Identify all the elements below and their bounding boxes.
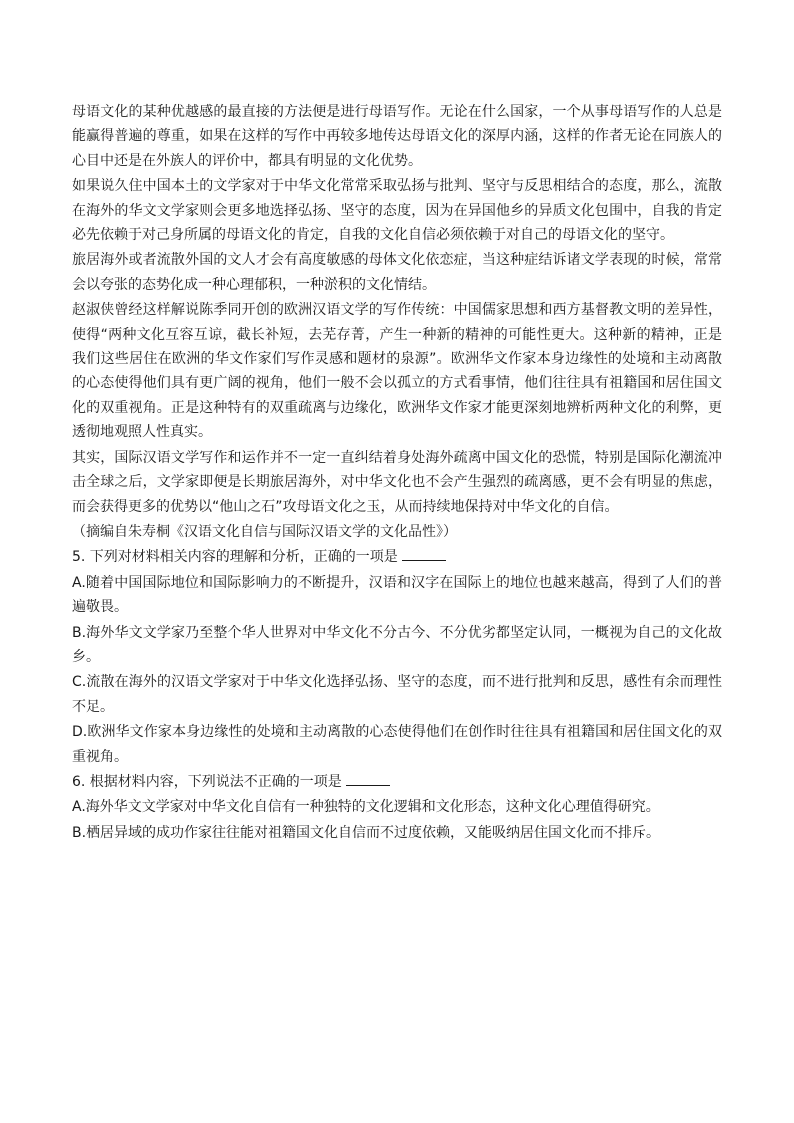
question-6-option-a: A.海外华文文学家对中华文化自信有一种独特的文化逻辑和文化形态，这种文化心理值得研究。 — [72, 799, 660, 816]
answer-blank — [346, 771, 390, 786]
article-paragraph-3: 旅居海外或者流散外国的文人才会有高度敏感的母体文化依恋症，当这种症结诉诸文学表现的时候，常常会以夸张的态势化成一种心理郁积，一种淤积的文化情结。 — [72, 252, 722, 293]
article-paragraph-4: 赵淑侠曾经这样解说陈季同开创的欧洲汉语文学的写作传统：中国儒家思想和西方基督教文明的差异性，使得“两种文化互容互谅，截长补短，去芜存菁，产生一种新的精神的可能性更大。这种新的精神，正是我们这些居住在欧洲的华文作家们写作灵感和题材的泉源”。欧洲华文作家本身边缘性的处境和主动离散的心态使得他们具有更广阔的视角，他们一般不会以孤立的方式看事情，他们往往具有祖籍国和居住国文化的双重视角。正是这种特有的双重疏离与边缘化，欧洲华文作家才能更深刻地辨析两种文化的利弊，更透彻地观照人性真实。 — [72, 302, 722, 441]
article-paragraph-2: 如果说久住中国本土的文学家对于中华文化常常采取弘扬与批判、坚守与反思相结合的态度，那么，流散在海外的华文文学家则会更多地选择弘扬、坚守的态度，因为在异国他乡的异质文化包围中，自我的肯定必先依赖于对己身所属的母语文化的肯定，自我的文化自信必须依赖于对自己的母语文化的坚守。 — [72, 178, 722, 244]
article-source: （摘编自朱寿桐《汉语文化自信与国际汉语文学的文化品性》） — [72, 523, 457, 540]
question-5-text: 5. 下列对材料相关内容的理解和分析，正确的一项是 — [72, 549, 398, 566]
question-5-option-b: B.海外华文文学家乃至整个华人世界对中华文化不分古今、不分优劣都坚定认同，一概视为自己的文化故乡。 — [72, 624, 722, 665]
question-6-text: 6. 根据材料内容，下列说法不正确的一项是 — [72, 773, 342, 790]
answer-blank — [402, 546, 446, 561]
document-page — [72, 100, 722, 846]
article-paragraph-5: 其实，国际汉语文学写作和运作并不一定一直纠结着身处海外疏离中国文化的恐慌，特别是国际化潮流冲击全球之后，文学家即便是长期旅居海外，对中华文化也不会产生强烈的疏离感，更不会有明显的焦虑，而会获得更多的优势以“他山之石”攻母语文化之玉，从而持续地保持对中华文化的自信。 — [72, 449, 722, 515]
question-5-stem — [72, 545, 722, 569]
article-paragraph-1: 母语文化的某种优越感的最直接的方法便是进行母语写作。无论在什么国家，一个从事母语写作的人总是能赢得普遍的尊重，如果在这样的写作中再较多地传达母语文化的深厚内涵，这样的作者无论在同族人的心目中还是在外族人的评价中，都具有明显的文化优势。 — [72, 104, 722, 169]
question-5-option-c: C.流散在海外的汉语文学家对于中华文化选择弘扬、坚守的态度，而不进行批判和反思，感性有余而理性不足。 — [72, 674, 722, 715]
question-6-stem — [72, 770, 722, 794]
question-5-option-a: A.随着中国国际地位和国际影响力的不断提升，汉语和汉字在国际上的地位也越来越高，得到了人们的普遍敬畏。 — [72, 574, 722, 616]
question-6-option-b: B.栖居异域的成功作家往往能对祖籍国文化自信而不过度依赖，又能吸纳居住国文化而不排斥。 — [72, 824, 661, 841]
question-5-option-d: D.欧洲华文作家本身边缘性的处境和主动离散的心态使得他们在创作时往往具有祖籍国和居住国文化的双重视角。 — [72, 724, 722, 765]
